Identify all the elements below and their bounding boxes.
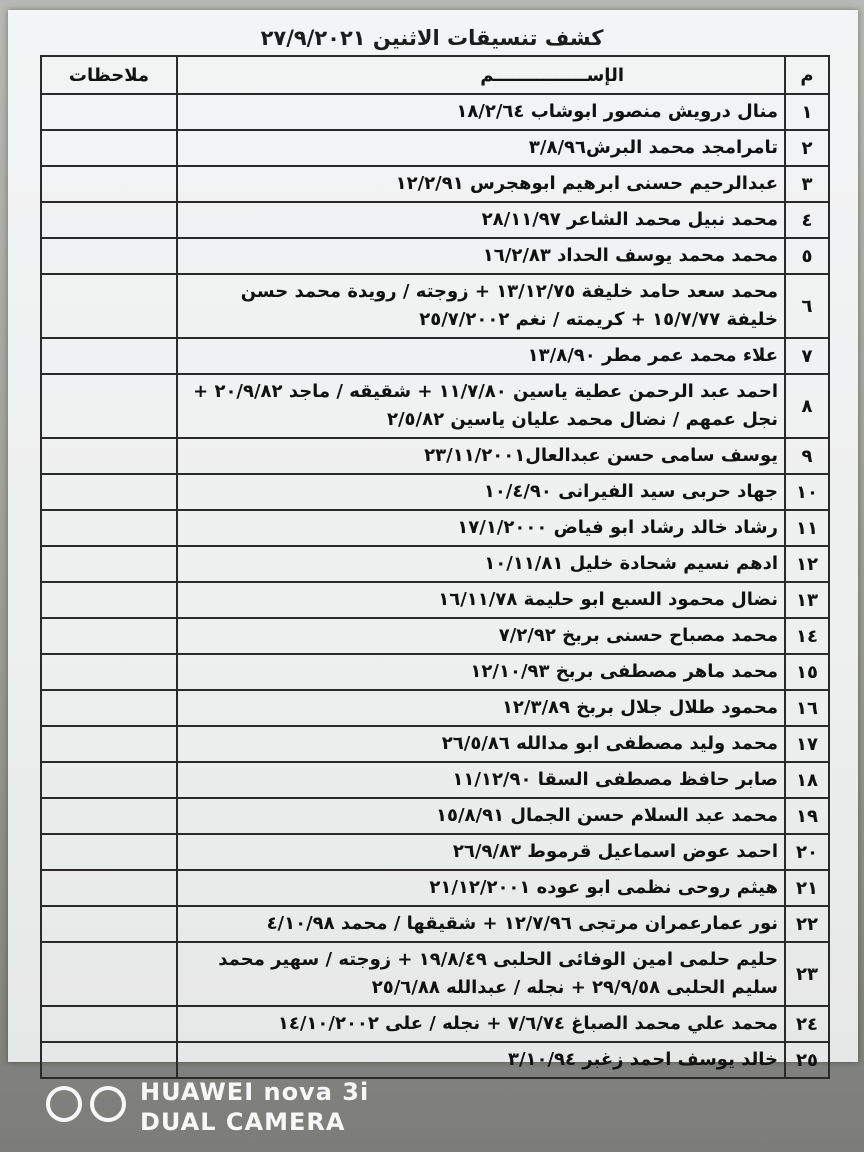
row-number: ١٦ <box>785 690 829 726</box>
row-name: محمد علي محمد الصباغ ٧/٦/٧٤ + نجله / على ١٤/١٠/٢٠٠٢ <box>177 1006 785 1042</box>
row-notes <box>41 274 177 338</box>
table-row <box>41 942 829 1006</box>
row-notes <box>41 726 177 762</box>
row-notes <box>41 582 177 618</box>
table-row <box>41 582 829 618</box>
row-number: ١٤ <box>785 618 829 654</box>
row-name: هيثم روحى نظمى ابو عوده ٢١/١٢/٢٠٠١ <box>177 870 785 906</box>
table-row <box>41 762 829 798</box>
header-number: م <box>785 56 829 94</box>
row-notes <box>41 870 177 906</box>
table-row <box>41 274 829 338</box>
row-notes <box>41 338 177 374</box>
row-number: ٢٤ <box>785 1006 829 1042</box>
watermark-device: HUAWEI nova 3i <box>140 1078 370 1106</box>
row-number: ٢٣ <box>785 942 829 1006</box>
table-row <box>41 238 829 274</box>
row-notes <box>41 94 177 130</box>
row-name: محمد عبد السلام حسن الجمال ١٥/٨/٩١ <box>177 798 785 834</box>
row-notes <box>41 438 177 474</box>
table-row <box>41 654 829 690</box>
row-notes <box>41 202 177 238</box>
row-number: ٢ <box>785 130 829 166</box>
row-name: منال درويش منصور ابوشاب ١٨/٢/٦٤ <box>177 94 785 130</box>
table-row <box>41 546 829 582</box>
row-name: محمد مصباح حسنى بربخ ٧/٢/٩٢ <box>177 618 785 654</box>
row-name: احمد عوض اسماعيل قرموط ٢٦/٩/٨٣ <box>177 834 785 870</box>
row-name: نور عمارعمران مرتجى ١٢/٧/٩٦ + شقيقها / محمد ٤/١٠/٩٨ <box>177 906 785 942</box>
row-number: ١ <box>785 94 829 130</box>
row-notes <box>41 834 177 870</box>
row-number: ١٢ <box>785 546 829 582</box>
row-number: ١٩ <box>785 798 829 834</box>
row-number: ٩ <box>785 438 829 474</box>
table-row <box>41 690 829 726</box>
row-notes <box>41 654 177 690</box>
row-name: تامرامجد محمد البرش٣/٨/٩٦ <box>177 130 785 166</box>
row-name: محمد سعد حامد خليفة ١٣/١٢/٧٥ + زوجته / رويدة محمد حسن خليفة ١٥/٧/٧٧ + كريمته / نغم ٢٥/٧/٢٠٠٢ <box>177 274 785 338</box>
table-row <box>41 1042 829 1078</box>
row-notes <box>41 474 177 510</box>
row-name: عبدالرحيم حسنى ابرهيم ابوهجرس ١٢/٢/٩١ <box>177 166 785 202</box>
row-name: جهاد حربى سيد الفيرانى ١٠/٤/٩٠ <box>177 474 785 510</box>
row-name: محمد ماهر مصطفى بربخ ١٢/١٠/٩٣ <box>177 654 785 690</box>
row-notes <box>41 546 177 582</box>
row-name: محمود طلال جلال بربخ ١٢/٣/٨٩ <box>177 690 785 726</box>
row-notes <box>41 798 177 834</box>
row-notes <box>41 618 177 654</box>
table-row <box>41 1006 829 1042</box>
row-name: احمد عبد الرحمن عطية ياسين ١١/٧/٨٠ + شقيقه / ماجد ٢٠/٩/٨٢ + نجل عمهم / نضال محمد عليان ياسين ٢/٥/٨٢ <box>177 374 785 438</box>
table-row <box>41 94 829 130</box>
header-notes: ملاحظات <box>41 56 177 94</box>
table-row <box>41 906 829 942</box>
row-number: ٢٢ <box>785 906 829 942</box>
table-row <box>41 130 829 166</box>
row-number: ٢٥ <box>785 1042 829 1078</box>
row-name: صابر حافظ مصطفى السقا ١١/١٢/٩٠ <box>177 762 785 798</box>
table-row <box>41 870 829 906</box>
names-table <box>40 55 830 1079</box>
row-number: ٧ <box>785 338 829 374</box>
row-number: ١٧ <box>785 726 829 762</box>
row-notes <box>41 130 177 166</box>
row-notes <box>41 906 177 942</box>
row-number: ٢٠ <box>785 834 829 870</box>
row-number: ٢١ <box>785 870 829 906</box>
row-name: حليم حلمى امين الوفائى الحلبى ١٩/٨/٤٩ + زوجته / سهير محمد سليم الحلبى ٢٩/٩/٥٨ + نجله / عبدالله ٢٥/٦/٨٨ <box>177 942 785 1006</box>
row-name: محمد وليد مصطفى ابو مدالله ٢٦/٥/٨٦ <box>177 726 785 762</box>
row-name: رشاد خالد رشاد ابو فياض ١٧/١/٢٠٠٠ <box>177 510 785 546</box>
table-row <box>41 374 829 438</box>
table-row <box>41 510 829 546</box>
table-row <box>41 166 829 202</box>
table-row <box>41 834 829 870</box>
row-number: ٤ <box>785 202 829 238</box>
table-row <box>41 798 829 834</box>
row-name: محمد محمد يوسف الحداد ١٦/٢/٨٣ <box>177 238 785 274</box>
row-notes <box>41 762 177 798</box>
row-number: ١٥ <box>785 654 829 690</box>
row-notes <box>41 690 177 726</box>
oo-logo-icon <box>44 1084 134 1124</box>
table-row <box>41 438 829 474</box>
row-notes <box>41 166 177 202</box>
table-row <box>41 474 829 510</box>
row-name: ادهم نسيم شحادة خليل ١٠/١١/٨١ <box>177 546 785 582</box>
watermark-camera: DUAL CAMERA <box>140 1108 346 1136</box>
row-number: ١٠ <box>785 474 829 510</box>
table-row <box>41 202 829 238</box>
header-name: الإســـــــــــــــم <box>177 56 785 94</box>
row-number: ٥ <box>785 238 829 274</box>
row-name: خالد يوسف احمد زغبر ٣/١٠/٩٤ <box>177 1042 785 1078</box>
row-name: محمد نبيل محمد الشاعر ٢٨/١١/٩٧ <box>177 202 785 238</box>
row-number: ٦ <box>785 274 829 338</box>
table-row <box>41 618 829 654</box>
row-notes <box>41 942 177 1006</box>
row-notes <box>41 1042 177 1078</box>
row-notes <box>41 1006 177 1042</box>
row-number: ٨ <box>785 374 829 438</box>
row-name: نضال محمود السبع ابو حليمة ١٦/١١/٧٨ <box>177 582 785 618</box>
row-notes <box>41 374 177 438</box>
document-title: كشف تنسيقات الاثنين ٢٧/٩/٢٠٢١ <box>260 26 604 50</box>
row-number: ٣ <box>785 166 829 202</box>
table-body <box>41 94 829 1078</box>
row-notes <box>41 510 177 546</box>
table-row <box>41 338 829 374</box>
row-number: ١٣ <box>785 582 829 618</box>
row-name: علاء محمد عمر مطر ١٣/٨/٩٠ <box>177 338 785 374</box>
table-row <box>41 726 829 762</box>
table-header-row <box>41 56 829 94</box>
row-name: يوسف سامى حسن عبدالعال٢٣/١١/٢٠٠١ <box>177 438 785 474</box>
row-number: ١١ <box>785 510 829 546</box>
row-notes <box>41 238 177 274</box>
row-number: ١٨ <box>785 762 829 798</box>
